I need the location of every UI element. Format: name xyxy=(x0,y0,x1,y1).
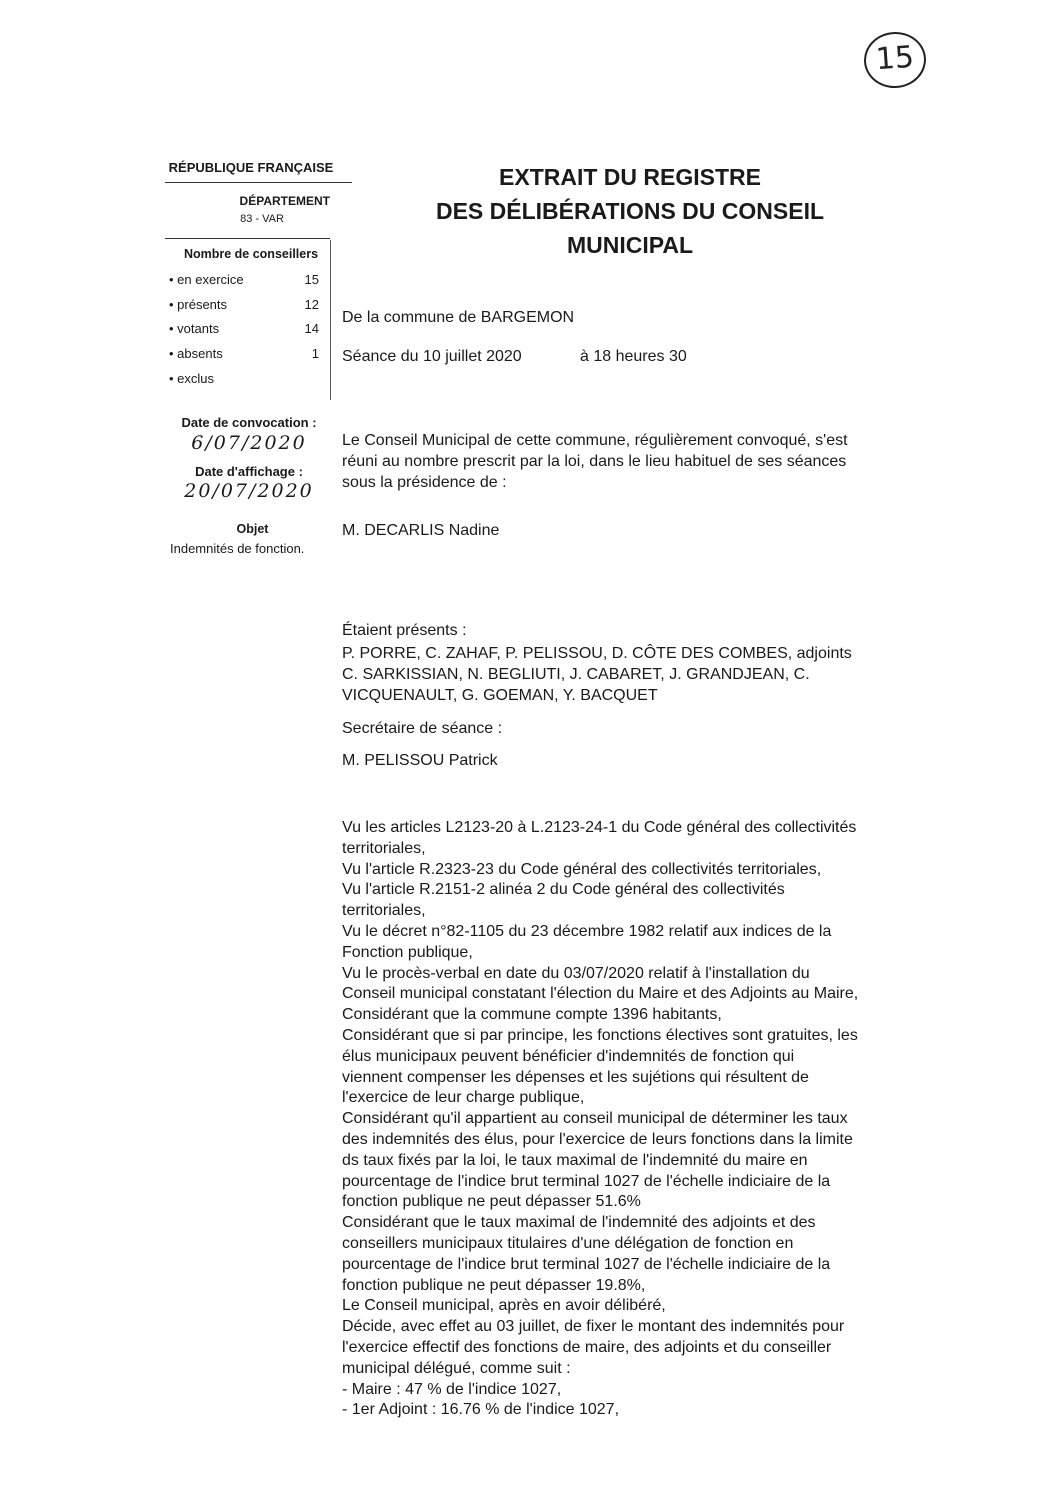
body-line: municipal délégué, comme suit : xyxy=(342,1359,571,1377)
body-line: - 1er Adjoint : 16.76 % de l'indice 1027, xyxy=(342,1401,620,1419)
body-line: l'exercice effectif des fonctions de maire, des adjoints et du conseiller xyxy=(342,1338,832,1356)
convocation-date: 6/07/2020 xyxy=(191,432,307,454)
presents-list xyxy=(342,643,852,706)
councillors-title: Nombre de conseillers xyxy=(183,247,319,261)
count-value: 15 xyxy=(304,272,319,287)
body-line: - Maire : 47 % de l'indice 1027, xyxy=(342,1380,562,1398)
presents-label: Étaient présents : xyxy=(342,622,467,639)
body-line: Vu le décret n°82-1105 du 23 décembre 1982 relatif aux indices de la xyxy=(342,922,832,940)
body-line: conseillers municipaux titulaires d'une délégation de fonction en xyxy=(342,1234,794,1252)
count-label: • en exercice xyxy=(169,272,244,287)
count-value: 12 xyxy=(304,296,319,312)
sidebar xyxy=(165,160,337,556)
intro-paragraph xyxy=(342,430,848,493)
body-line: territoriales, xyxy=(342,839,426,857)
commune-line: De la commune de BARGEMON xyxy=(342,309,575,326)
body-line: élus municipaux peuvent bénéficier d'indemnités de fonction qui xyxy=(342,1047,795,1065)
intro-line: Le Conseil Municipal de cette commune, régulièrement convoqué, s'est xyxy=(342,432,848,449)
objet-value: Indemnités de fonction. xyxy=(170,541,305,556)
body-line: territoriales, xyxy=(342,902,426,920)
seance-time: à 18 heures 30 xyxy=(580,348,687,365)
deliberation-body xyxy=(342,818,902,1421)
body-line: viennent compenser les dépenses et les sujétions qui résultent de xyxy=(342,1068,809,1086)
count-label: • absents xyxy=(169,346,223,362)
body-line: Considérant que si par principe, les fonctions électives sont gratuites, les xyxy=(342,1026,858,1044)
count-value: 1 xyxy=(311,346,319,362)
body-line: fonction publique ne peut dépasser 19.8%, xyxy=(342,1276,646,1294)
page-number: 15 xyxy=(862,30,928,90)
title-line: EXTRAIT DU REGISTRE xyxy=(499,164,761,190)
divider xyxy=(330,240,331,400)
count-row xyxy=(169,371,319,396)
councillors-counts xyxy=(169,272,319,395)
secretary-name: M. PELISSOU Patrick xyxy=(342,752,498,769)
body-line: Vu l'article R.2323-23 du Code général des collectivités territoriales, xyxy=(342,860,822,878)
body-line: Considérant que le taux maximal de l'indemnité des adjoints et des xyxy=(342,1214,816,1232)
body-line: Vu l'article R.2151-2 alinéa 2 du Code général des collectivités xyxy=(342,881,785,899)
document-title xyxy=(400,160,860,262)
affichage-date: 20/07/2020 xyxy=(184,480,314,502)
divider xyxy=(165,182,352,183)
body-line: fonction publique ne peut dépasser 51.6% xyxy=(342,1193,641,1211)
body-line: Décide, avec effet au 03 juillet, de fixer le montant des indemnités pour xyxy=(342,1318,845,1336)
body-line: Conseil municipal constatant l'élection du Maire et des Adjoints au Maire, xyxy=(342,985,859,1003)
body-line: pourcentage de l'indice brut terminal 1027 de l'échelle indiciaire de la xyxy=(342,1172,831,1190)
presents-line: P. PORRE, C. ZAHAF, P. PELISSOU, D. CÔTE DES COMBES, adjoints xyxy=(342,645,852,662)
body-line: Considérant que la commune compte 1396 habitants, xyxy=(342,1006,722,1024)
body-line: Le Conseil municipal, après en avoir délibéré, xyxy=(342,1297,666,1315)
body-line: Vu le procès-verbal en date du 03/07/2020 relatif à l'installation du xyxy=(342,964,810,982)
republic-label: RÉPUBLIQUE FRANÇAISE xyxy=(168,160,334,175)
count-row xyxy=(169,346,319,371)
presents-line: C. SARKISSIAN, N. BEGLIUTI, J. CABARET, J. GRANDJEAN, C. xyxy=(342,666,810,683)
body-line: pourcentage de l'indice brut terminal 1027 de l'échelle indiciaire de la xyxy=(342,1255,831,1273)
body-line: Fonction publique, xyxy=(342,943,473,961)
department-name: 83 - VAR xyxy=(240,213,284,225)
count-row xyxy=(169,321,319,346)
title-line: DES DÉLIBÉRATIONS DU CONSEIL xyxy=(435,198,825,224)
count-label: • exclus xyxy=(169,370,215,386)
count-value: 14 xyxy=(304,321,319,337)
body-line: l'exercice de leur charge publique, xyxy=(342,1089,585,1107)
seance-date: Séance du 10 juillet 2020 xyxy=(342,348,522,365)
count-row xyxy=(169,272,319,297)
convocation-label: Date de convocation : xyxy=(181,415,317,430)
title-line: MUNICIPAL xyxy=(566,232,694,258)
objet-label: Objet xyxy=(236,522,269,536)
body-line: Vu les articles L2123-20 à L.2123-24-1 du Code général des collectivités xyxy=(342,819,857,836)
affichage-label: Date d'affichage : xyxy=(195,464,303,479)
count-label: • présents xyxy=(169,296,228,312)
count-label: • votants xyxy=(169,321,220,337)
body-line: des indemnités des élus, pour l'exercice de leurs fonctions dans la limite xyxy=(342,1130,853,1148)
intro-line: sous la présidence de : xyxy=(342,474,507,491)
department-label: DÉPARTEMENT xyxy=(239,194,330,208)
intro-line: réuni au nombre prescrit par la loi, dans le lieu habituel de ses séances xyxy=(342,453,847,470)
divider xyxy=(165,238,330,239)
count-row xyxy=(169,297,319,322)
presents-line: VICQUENAULT, G. GOEMAN, Y. BACQUET xyxy=(342,687,658,704)
president-name: M. DECARLIS Nadine xyxy=(342,522,500,539)
body-line: ds taux fixés par la loi, le taux maximal de l'indemnité du maire en xyxy=(342,1151,808,1169)
secretary-label: Secrétaire de séance : xyxy=(342,720,503,737)
body-line: Considérant qu'il appartient au conseil municipal de déterminer les taux xyxy=(342,1110,848,1128)
